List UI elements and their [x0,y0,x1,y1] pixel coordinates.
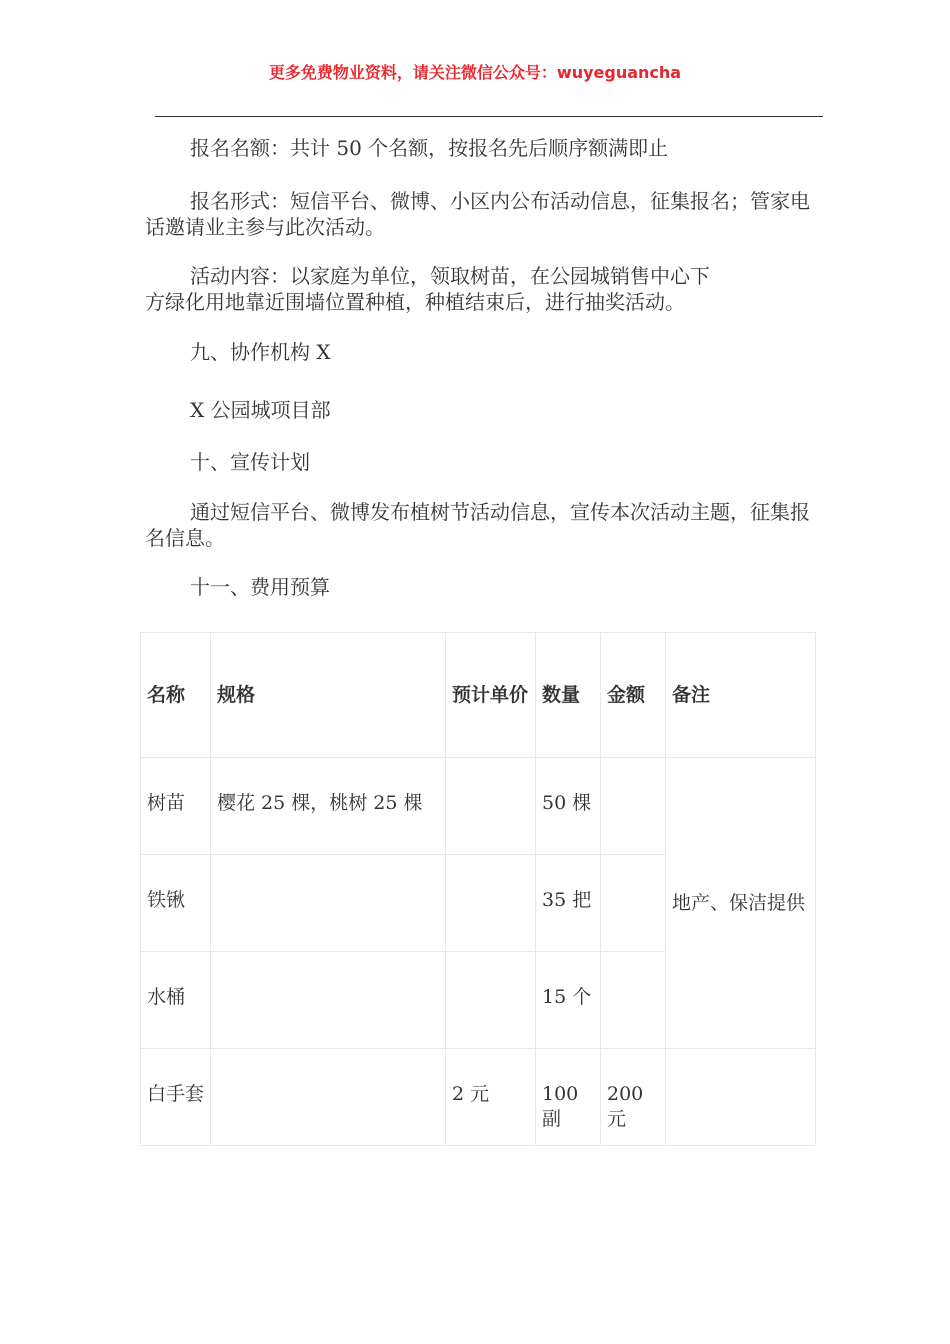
table-row [141,758,816,855]
column-header: 备注 [666,633,816,758]
column-header: 数量 [536,633,601,758]
heading-cooperation: 九、协作机构 X [190,340,331,364]
paragraph-publicity: 通过短信平台、微博发布植树节活动信息，宣传本次活动主题，征集报名信息。 [145,500,810,550]
table-cell [666,1049,816,1146]
heading-publicity: 十、宣传计划 [190,450,310,474]
paragraph-cooperation-org: X 公园城项目部 [190,398,331,422]
table-cell [601,758,666,855]
table-cell: 200 元 [601,1049,666,1146]
paragraph-activity-content: 活动内容：以家庭为单位，领取树苗，在公园城销售中心下 方绿化用地靠近围墙位置种植，种植结束后，进行抽奖活动。 [145,264,710,314]
table-header-row [141,633,816,758]
heading-budget: 十一、费用预算 [190,575,330,599]
table-cell [211,1049,446,1146]
table-row [141,1049,816,1146]
table-cell: 树苗 [141,758,211,855]
column-header: 金额 [601,633,666,758]
paragraph-signup-form: 报名形式：短信平台、微博、小区内公布活动信息，征集报名；管家电话邀请业主参与此次活动。 [145,189,810,239]
budget-table [140,632,816,1146]
column-header: 预计单价 [446,633,536,758]
paragraph-quota: 报名名额：共计 50 个名额，按报名先后顺序额满即止 [190,136,669,160]
table-cell [446,952,536,1049]
table-cell: 白手套 [141,1049,211,1146]
column-header: 名称 [141,633,211,758]
header-promo-note: 更多免费物业资料，请关注微信公众号：wuyeguancha [268,63,682,82]
table-cell: 50 棵 [536,758,601,855]
table-cell: 2 元 [446,1049,536,1146]
table-cell [446,758,536,855]
table-cell [446,855,536,952]
table-cell [211,855,446,952]
table-cell-merged-note: 地产、保洁提供 [666,758,816,1049]
table-cell [601,855,666,952]
table-cell: 15 个 [536,952,601,1049]
table-cell: 铁锹 [141,855,211,952]
table-cell [601,952,666,1049]
table-cell: 35 把 [536,855,601,952]
table-cell: 水桶 [141,952,211,1049]
column-header: 规格 [211,633,446,758]
header-divider [155,116,823,117]
table-cell [211,952,446,1049]
table-cell: 100 副 [536,1049,601,1146]
table-cell: 樱花 25 棵，桃树 25 棵 [211,758,446,855]
